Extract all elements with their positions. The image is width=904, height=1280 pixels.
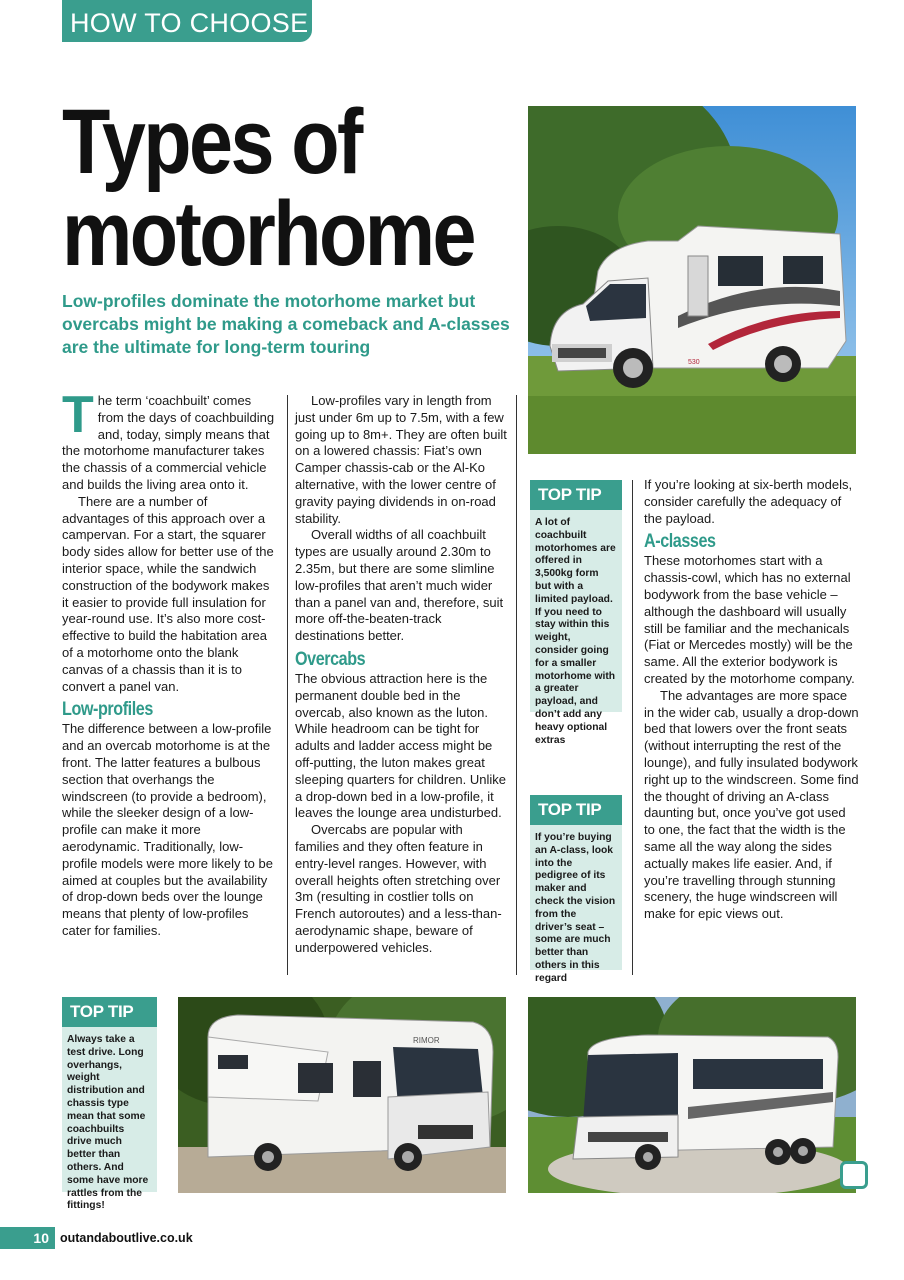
body-paragraph: Overcabs are popular with families and they often feature in entry-level ranges. However, with overall heights often stretching over 3m (resulting in costlier tolls on French autoroutes) and a less-than-aerodynamic shape, beware of underpowered vehicles. [295, 822, 502, 955]
page-title [62, 91, 474, 285]
body-paragraph: If you’re looking at six-berth models, consider carefully the adequacy of the payload. [644, 477, 853, 526]
body-paragraph: The advantages are more space in the wider cab, usually a drop-down bed that lowers over the front seats (without interrupting the rest of the lounge), and fully insulated bodywork right up to the windscreen. Some find the thought of driving an A-class daunting but, once you’ve got used to one, the fact that the width is the same all the way along the sides actually makes life easier. And, if you’re travelling through stunning scenery, the huge windscreen will make for epic views out. [644, 687, 859, 922]
title-line-1: Types of [62, 91, 361, 193]
aclass-photo [528, 997, 856, 1193]
top-tip-box-1 [530, 480, 622, 746]
intro-text: he term ‘coachbuilt’ comes from the days of coachbuilding and, today, simply means that the motorhome manufacturer takes the chassis of a commercial vehicle and builds the living area onto it. [62, 393, 275, 492]
intro-paragraph [62, 386, 277, 494]
column-2 [295, 393, 507, 957]
top-tip-text: If you’re buying an A-class, look into the pedigree of its maker and check the vision from the driver’s seat – some are much better than others in this regard [535, 832, 616, 984]
body-paragraph: Low-profiles vary in length from just under 6m up to 7.5m, with a few going up to 8m+. They are often built on a lowered chassis: Fiat’s own Camper chassis-cab or the Al-Ko alternative, with the lower centre of gravity paying dividends in on-road stability. [295, 393, 507, 526]
overcab-illustration [178, 997, 506, 1193]
top-tip-text: A lot of coachbuilt motorhomes are offered in 3,500kg form but with a limited payload. If you need to stay within this weight, consider going for a smaller motorhome with a greater payload, and don’t add any heavy optional extras [535, 517, 616, 746]
body-paragraph: The difference between a low-profile and an overcab motorhome is at the front. The latter features a bulbous section that overhangs the windscreen (to provide a bedroom), while the sleeker design of a low-profile can make it more aerodynamic. Traditionally, low-profile models were more likely to be aimed at couples but the availability of drop-down beds over the lounge means that plenty of low-profiles cater for families. [62, 721, 273, 938]
lowprofile-illustration [528, 106, 856, 454]
body-paragraph: There are a number of advantages of this approach over a campervan. For a start, the squarer body sides allow for better use of the interior space, while the sandwich construction of the bodywork makes it easier to provide full insulation for year-round use. It’s also more cost-effective to build the habitation area of a motorhome onto the blank canvas of a chassis than it is to convert a panel van. [62, 493, 274, 694]
column-divider [516, 395, 517, 975]
aclass-illustration [528, 997, 856, 1193]
title-line-2: motorhome [62, 183, 474, 285]
standfirst: Low-profiles dominate the motorhome market but overcabs might be making a comeback and A-classes are the ultimate for long-term touring [62, 291, 510, 357]
heading-low-profiles: Low-profiles [62, 699, 153, 721]
overcab-brand-text: RIMOR [413, 1036, 440, 1045]
section-banner: HOW TO CHOOSE [62, 0, 312, 42]
page-number: 10 [0, 1227, 55, 1249]
column-4 [644, 477, 859, 923]
lowprofile-photo [528, 106, 856, 454]
body-paragraph: These motorhomes start with a chassis-cowl, which has no external bodywork from the base vehicle – although the dashboard will usually still be familiar and the mechanicals (Fiat or Mercedes mostly) will be the same. All the exterior bodywork is created by the motorhome company. [644, 553, 855, 686]
top-tip-box-2 [530, 795, 622, 984]
column-divider [632, 480, 633, 975]
body-paragraph: Overall widths of all coachbuilt types are usually around 2.30m to 2.35m, but there are some slimline low-profiles that aren’t much wider than a panel van and, therefore, suit more off-the-beaten-track destinations better. [295, 527, 504, 644]
column-1 [62, 386, 277, 940]
top-tip-heading: TOP TIP [530, 480, 622, 510]
column-divider [287, 395, 288, 975]
lowprofile-side-text: 530 [688, 359, 700, 366]
body-paragraph: The obvious attraction here is the permanent double bed in the overcab, also known as the luton. While headroom can be tight for adults and ladder access might be off-putting, the luton makes great sleeping quarters for children. Unlike a drop-down bed in a low-profile, it leaves the lounge area undisturbed. [295, 670, 506, 821]
top-tip-box-3 [62, 997, 157, 1212]
drop-cap: T [62, 386, 94, 444]
top-tip-heading: TOP TIP [530, 795, 622, 825]
top-tip-heading: TOP TIP [62, 997, 157, 1027]
end-marker-icon [840, 1161, 868, 1189]
top-tip-text: Always take a test drive. Long overhangs, weight distribution and chassis type mean that some coachbuilts drive much better than others. And some have more rattles from the fittings! [67, 1034, 149, 1212]
overcab-photo [178, 997, 506, 1193]
heading-overcabs: Overcabs [295, 648, 366, 670]
heading-a-classes: A-classes [644, 531, 716, 553]
footer-website: outandaboutlive.co.uk [60, 1231, 193, 1245]
